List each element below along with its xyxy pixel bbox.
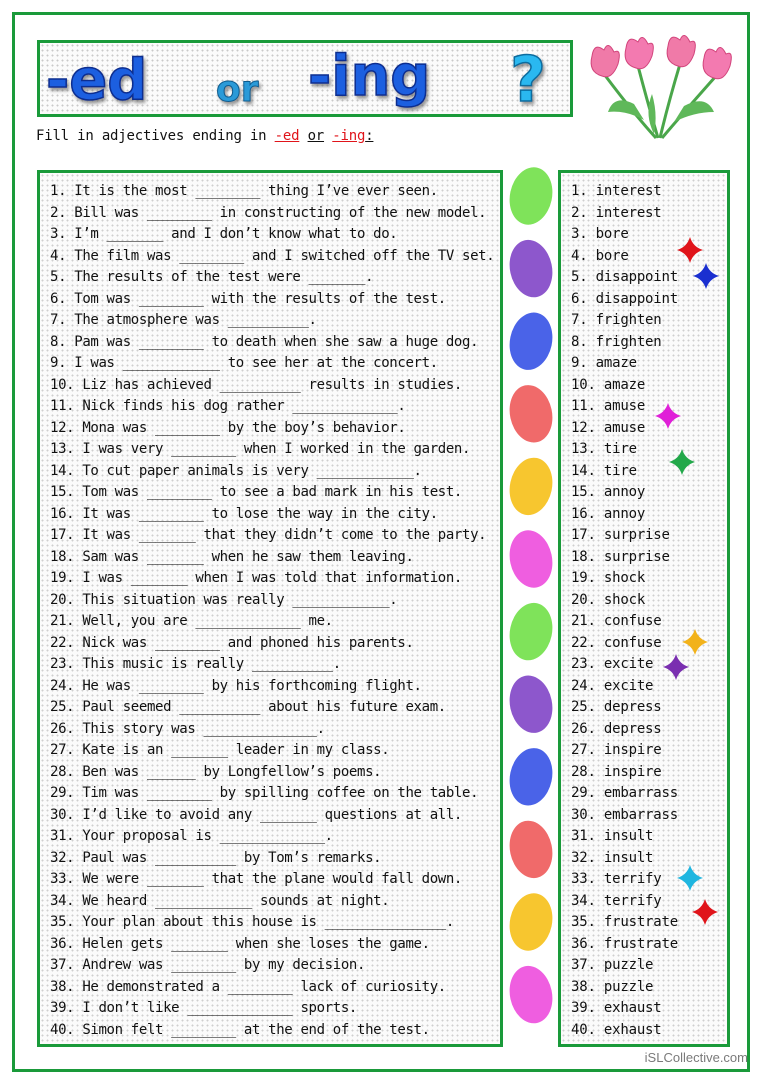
sentence-item: 13. I was very ________ when I worked in the garden. — [50, 441, 471, 457]
word-item: 9. amaze — [571, 355, 637, 371]
sentence-item: 27. Kate is an _______ leader in my class. — [50, 742, 390, 758]
word-item: 10. amaze — [571, 376, 646, 393]
word-item: 31. insult — [571, 828, 654, 844]
sentence-item: 14. To cut paper animals is very ____________. — [50, 462, 422, 479]
word-item: 36. frustrate — [571, 935, 678, 952]
sentence-item: 38. He demonstrated a ________ lack of curiosity. — [50, 978, 446, 995]
sentence-item: 31. Your proposal is _____________. — [50, 828, 333, 844]
sentence-item: 33. We were _______ that the plane would fall down. — [50, 871, 463, 887]
word-item: 17. surprise — [571, 527, 670, 543]
word-item: 40. exhaust — [571, 1021, 662, 1038]
sentence-item: 9. I was ____________ to see her at the concert. — [50, 355, 438, 371]
instruction-ed: -ed — [274, 128, 300, 144]
word-item: 39. exhaust — [571, 1000, 662, 1016]
word-item: 11. amuse — [571, 398, 646, 414]
word-item: 12. amuse — [571, 419, 646, 436]
word-item: 18. surprise — [571, 548, 670, 565]
sentence-item: 34. We heard ____________ sounds at night. — [50, 892, 390, 909]
title-or: or — [216, 69, 259, 110]
sentence-item: 28. Ben was ______ by Longfellow’s poems. — [50, 763, 382, 780]
word-item: 25. depress — [571, 699, 662, 715]
sentence-item: 35. Your plan about this house is _______________. — [50, 914, 454, 930]
sentence-item: 17. It was _______ that they didn’t come to the party. — [50, 527, 487, 543]
sentence-item: 2. Bill was ________ in constructing of the new model. — [50, 204, 487, 221]
word-item: 19. shock — [571, 570, 646, 586]
word-item: 15. annoy — [571, 484, 646, 500]
tulip-bouquet-image — [574, 34, 750, 146]
sentence-item: 11. Nick finds his dog rather _____________. — [50, 398, 406, 414]
word-item: 7. frighten — [571, 312, 662, 328]
word-item: 33. terrify — [571, 871, 662, 887]
word-item: 23. excite — [571, 656, 654, 672]
word-item: 30. embarrass — [571, 806, 678, 823]
word-item: 32. insult — [571, 849, 654, 866]
word-item: 2. interest — [571, 204, 662, 221]
title-graphic — [40, 43, 570, 114]
word-bank-panel — [558, 170, 730, 1047]
word-item: 6. disappoint — [571, 290, 678, 307]
sentence-item: 15. Tom was ________ to see a bad mark in his test. — [50, 484, 463, 500]
sentence-item: 3. I’m _______ and I don’t know what to do. — [50, 226, 398, 242]
title-question-mark: ? — [510, 43, 546, 114]
tulip-4-icon — [703, 47, 731, 78]
instruction-colon: : — [365, 128, 374, 144]
sentence-item: 22. Nick was ________ and phoned his parents. — [50, 634, 414, 651]
instruction-ing: -ing — [332, 128, 366, 144]
sentence-item: 30. I’d like to avoid any _______ questions at all. — [50, 806, 463, 823]
word-item: 24. excite — [571, 677, 654, 694]
sentence-item: 26. This story was ______________. — [50, 720, 325, 737]
title-ed: -ed — [46, 48, 148, 113]
sentence-item: 29. Tim was ________ by spilling coffee on the table. — [50, 785, 479, 801]
sentence-item: 16. It was ________ to lose the way in the city. — [50, 505, 438, 522]
word-item: 37. puzzle — [571, 957, 654, 973]
word-item: 26. depress — [571, 720, 662, 737]
sentence-item: 25. Paul seemed __________ about his future exam. — [50, 699, 446, 715]
sentence-item: 37. Andrew was ________ by my decision. — [50, 957, 366, 973]
sentence-item: 12. Mona was ________ by the boy’s behavior. — [50, 419, 406, 436]
word-item: 21. confuse — [571, 613, 662, 629]
sentence-item: 39. I don’t like _____________ sports. — [50, 1000, 357, 1016]
word-item: 35. frustrate — [571, 914, 678, 930]
sentence-item: 20. This situation was really ____________. — [50, 591, 398, 608]
tulip-1-icon — [591, 45, 619, 76]
word-item: 27. inspire — [571, 742, 662, 758]
sentence-item: 5. The results of the test were _______. — [50, 269, 374, 285]
word-item: 29. embarrass — [571, 785, 678, 801]
tulip-2-icon — [625, 37, 653, 68]
sentences-panel — [37, 170, 503, 1047]
word-item: 8. frighten — [571, 333, 662, 350]
sentence-item: 1. It is the most ________ thing I’ve ever seen. — [50, 183, 438, 199]
sentence-item: 10. Liz has achieved __________ results in studies. — [50, 376, 463, 393]
sentence-item: 32. Paul was __________ by Tom’s remarks. — [50, 849, 382, 866]
word-item: 5. disappoint — [571, 269, 678, 285]
word-item: 34. terrify — [571, 892, 662, 909]
word-item: 16. annoy — [571, 505, 646, 522]
word-item: 22. confuse — [571, 634, 662, 651]
instruction-prefix: Fill in adjectives ending in — [36, 128, 267, 144]
sentence-item: 24. He was ________ by his forthcoming flight. — [50, 677, 422, 694]
word-item: 3. bore — [571, 226, 629, 242]
word-item: 38. puzzle — [571, 978, 654, 995]
sentence-item: 18. Sam was _______ when he saw them leaving. — [50, 548, 414, 565]
sentence-item: 7. The atmosphere was __________. — [50, 312, 317, 328]
title-ing: -ing — [308, 44, 431, 109]
sentence-item: 23. This music is really __________. — [50, 656, 341, 672]
watermark: iSLCollective.com — [644, 1050, 748, 1065]
word-item: 28. inspire — [571, 763, 662, 780]
title-banner — [37, 40, 573, 117]
word-list — [571, 181, 678, 1041]
sentence-item: 8. Pam was ________ to death when she saw a huge dog. — [50, 333, 479, 350]
instruction-line — [36, 128, 373, 144]
sentence-item: 4. The film was ________ and I switched off the TV set. — [50, 247, 495, 264]
tulip-3-icon — [667, 35, 695, 66]
word-item: 1. interest — [571, 183, 662, 199]
instruction-or: or — [307, 128, 325, 144]
sentence-item: 21. Well, you are _____________ me. — [50, 613, 333, 629]
sentence-item: 36. Helen gets _______ when she loses the game. — [50, 935, 430, 952]
sentence-item: 6. Tom was ________ with the results of the test. — [50, 290, 446, 307]
word-item: 14. tire — [571, 462, 637, 479]
word-item: 13. tire — [571, 441, 637, 457]
sentence-list — [50, 181, 494, 1041]
word-item: 4. bore — [571, 247, 629, 264]
sentence-item: 19. I was _______ when I was told that information. — [50, 570, 463, 586]
word-item: 20. shock — [571, 591, 646, 608]
sentence-item: 40. Simon felt ________ at the end of the test. — [50, 1021, 430, 1038]
